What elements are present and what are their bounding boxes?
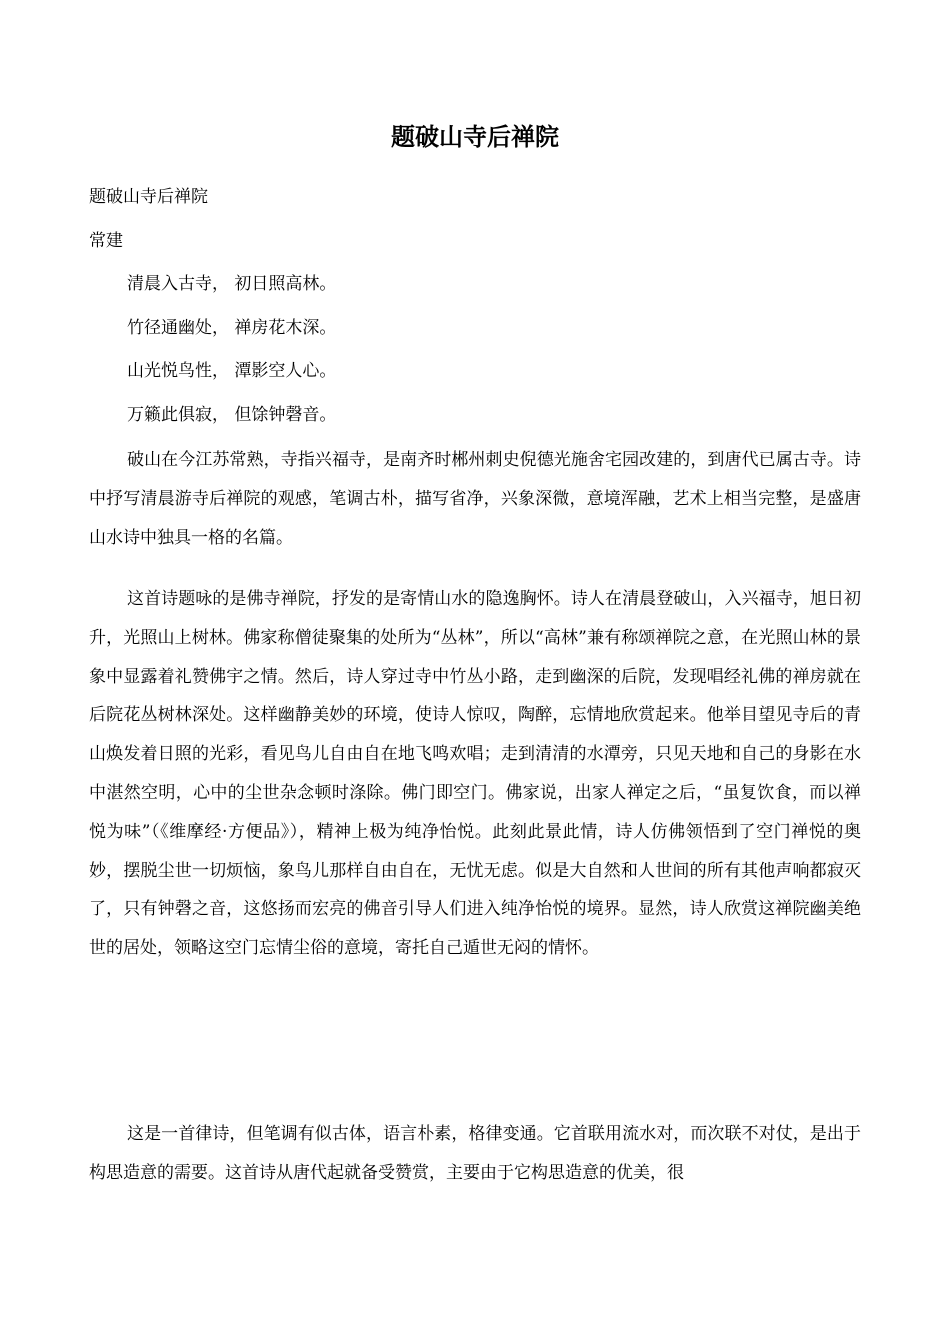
poem-line: 万籁此俱寂， 但馀钟磬音。 (127, 405, 337, 425)
page-title: 题破山寺后禅院 (391, 122, 559, 151)
body-paragraph: 这首诗题咏的是佛寺禅院，抒发的是寄情山水的隐逸胸怀。诗人在清晨登破山，入兴福寺，旭日初升，光照山上树林。佛家称僧徒聚集的处所为“丛林”，所以“高林”兼有称颂禅院之意，在光照山林的景象中显露着礼赞佛宇之情。然后，诗人穿过寺中竹丛小路，走到幽深的后院，发现唱经礼佛的禅房就在后院花丛树林深处。这样幽静美妙的环境，使诗人惊叹，陶醉，忘情地欣赏起来。他举目望见寺后的青山焕发着日照的光彩，看见鸟儿自由自在地飞鸣欢唱；走到清清的水潭旁，只见天地和自己的身影在水中湛然空明，心中的尘世杂念顿时涤除。佛门即空门。佛家说，出家人禅定之后，“虽复饮食，而以禅悦为味”（《维摩经·方便品》），精神上极为纯净怡悦。此刻此景此情，诗人仿佛领悟到了空门禅悦的奥妙，摆脱尘世一切烦恼，象鸟儿那样自由自在，无忧无虑。似是大自然和人世间的所有其他声响都寂灭了，只有钟磬之音，这悠扬而宏亮的佛音引导人们进入纯净怡悦的境界。显然，诗人欣赏这禅院幽美绝世的居处，领略这空门忘情尘俗的意境，寄托自己遁世无闷的情怀。 (89, 589, 861, 959)
body-paragraph: 这是一首律诗，但笔调有似古体，语言朴素，格律变通。它首联用流水对，而次联不对仗，是出于构思造意的需要。这首诗从唐代起就备受赞赏，主要由于它构思造意的优美，很 (89, 1124, 861, 1183)
poem-title: 题破山寺后禅院 (89, 187, 208, 207)
poem-line: 山光悦鸟性， 潭影空人心。 (127, 361, 337, 381)
poem-line: 竹径通幽处， 禅房花木深。 (127, 318, 337, 338)
poem-author: 常建 (89, 231, 123, 251)
body-paragraph: 破山在今江苏常熟，寺指兴福寺，是南齐时郴州刺史倪德光施舍宅园改建的，到唐代已属古寺。诗中抒写清晨游寺后禅院的观感，笔调古朴，描写省净，兴象深微，意境浑融，艺术上相当完整，是盛唐山水诗中独具一格的名篇。 (89, 450, 861, 548)
poem-line: 清晨入古寺， 初日照高林。 (127, 274, 337, 294)
